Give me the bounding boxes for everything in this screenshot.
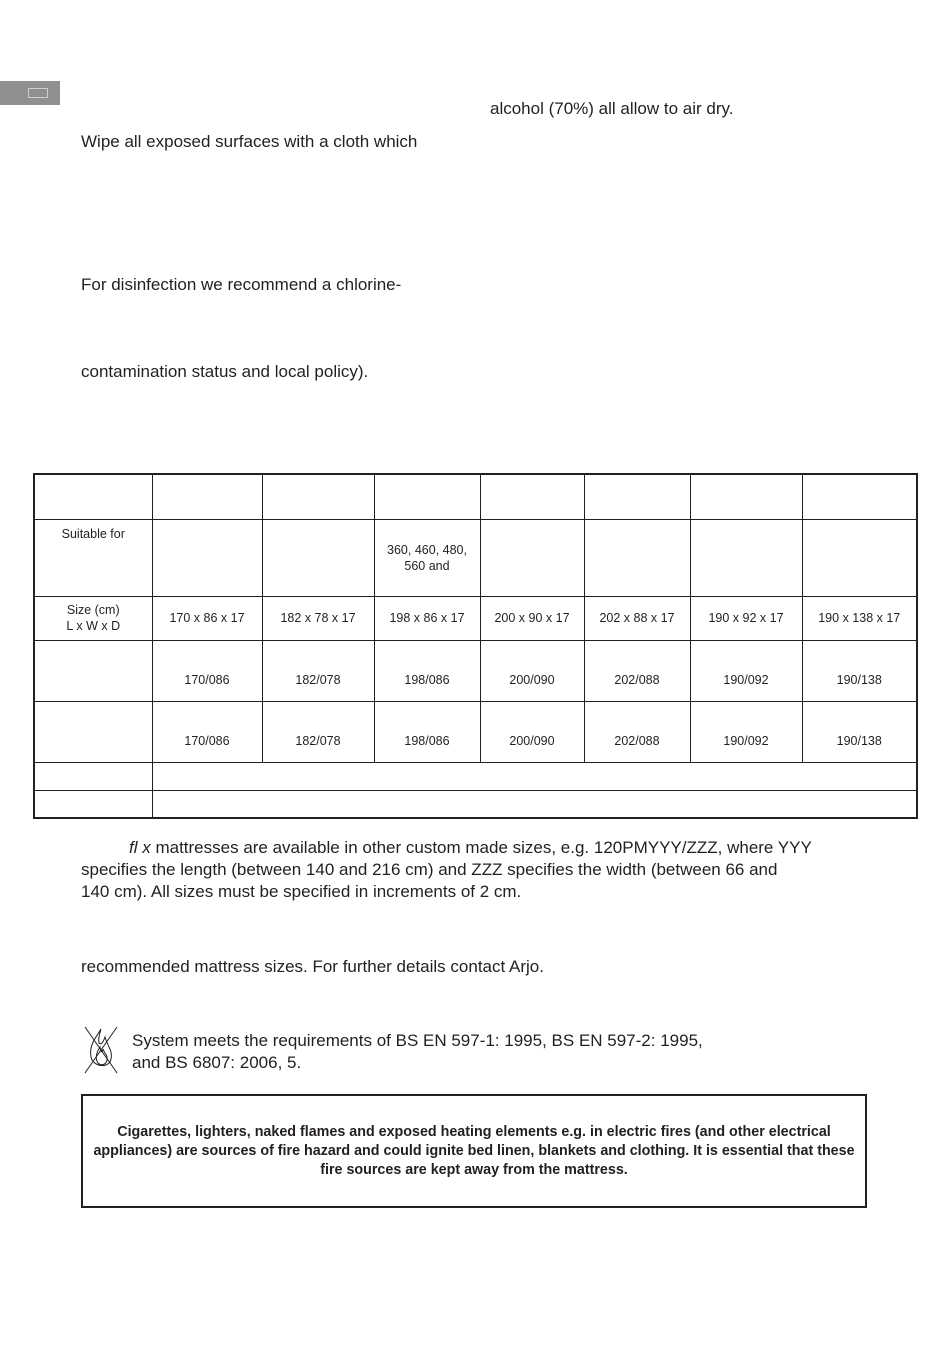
table-cell (480, 519, 584, 596)
table-row-suitable (34, 519, 917, 596)
suitable-label: Suitable for (34, 519, 152, 596)
code-cell: 198/086 (374, 640, 480, 701)
size-cell: 182 x 78 x 17 (262, 596, 374, 640)
table-cell-span (152, 762, 917, 790)
table-cell (690, 474, 802, 519)
size-cell: 190 x 92 x 17 (690, 596, 802, 640)
table-cell (262, 519, 374, 596)
custom-sizes-line1: mattresses are available in other custom made sizes, e.g. 120PMYYY/ZZZ, where YYY (150, 838, 812, 857)
table-row-blank-1 (34, 762, 917, 790)
table-header-row (34, 474, 917, 519)
code-cell: 190/138 (802, 701, 917, 762)
table-row-blank-2 (34, 790, 917, 818)
table-cell (34, 790, 152, 818)
page-tab (0, 81, 60, 105)
no-fire-icon (83, 1025, 119, 1075)
size-cell: 202 x 88 x 17 (584, 596, 690, 640)
code-cell: 190/092 (690, 640, 802, 701)
code-cell: 182/078 (262, 701, 374, 762)
mattress-size-table (33, 473, 918, 819)
table-cell (34, 762, 152, 790)
size-label (34, 596, 152, 640)
recommended-sizes-text: recommended mattress sizes. For further details contact Arjo. (81, 957, 544, 976)
right-column-text: alcohol (70%) all allow to air dry. (490, 99, 734, 118)
custom-sizes-paragraph (81, 837, 881, 903)
size-cell: 198 x 86 x 17 (374, 596, 480, 640)
size-cell: 190 x 138 x 17 (802, 596, 917, 640)
table-cell (34, 640, 152, 701)
size-cell: 200 x 90 x 17 (480, 596, 584, 640)
table-cell (802, 519, 917, 596)
fire-standards-line2: and BS 6807: 2006, 5. (132, 1053, 302, 1072)
code-cell: 190/138 (802, 640, 917, 701)
fire-standards-text (132, 1030, 703, 1074)
code-cell: 200/090 (480, 640, 584, 701)
code-cell: 198/086 (374, 701, 480, 762)
fire-warning-text: Cigarettes, lighters, naked flames and exposed heating elements e.g. in electric fires (and other electrical appliances) are sources of fire hazard and could ignite bed linen, blankets and clothing. It is essential that these fire sources are kept away from the mattress. (93, 1124, 855, 1178)
code-cell: 202/088 (584, 640, 690, 701)
table-row-code-a (34, 640, 917, 701)
custom-sizes-line (81, 837, 881, 859)
code-cell: 170/086 (152, 640, 262, 701)
table-cell (374, 474, 480, 519)
table-row-size (34, 596, 917, 640)
code-cell: 170/086 (152, 701, 262, 762)
page-tab-marker (28, 88, 48, 98)
fire-standards-line1: System meets the requirements of BS EN 597-1: 1995, BS EN 597-2: 1995, (132, 1031, 703, 1050)
code-cell: 190/092 (690, 701, 802, 762)
size-cell: 170 x 86 x 17 (152, 596, 262, 640)
table-cell (802, 474, 917, 519)
cleaning-text: Wipe all exposed surfaces with a cloth which (81, 132, 418, 151)
contamination-text: contamination status and local policy). (81, 362, 369, 381)
table-cell (152, 474, 262, 519)
table-cell (690, 519, 802, 596)
code-cell: 200/090 (480, 701, 584, 762)
size-label-line1: Size (cm) (66, 603, 120, 617)
table-cell (34, 701, 152, 762)
disinfection-text: For disinfection we recommend a chlorine- (81, 275, 402, 294)
fire-warning-box (81, 1094, 867, 1208)
table-cell (152, 519, 262, 596)
size-label-line2: L x W x D (66, 619, 121, 633)
code-cell: 202/088 (584, 701, 690, 762)
custom-sizes-line3: 140 cm). All sizes must be specified in increments of 2 cm. (81, 882, 522, 901)
table-cell (584, 519, 690, 596)
table-cell (34, 474, 152, 519)
table-cell-span (152, 790, 917, 818)
custom-sizes-line2: specifies the length (between 140 and 216 cm) and ZZZ specifies the width (between 66 and (81, 860, 778, 879)
table-row-code-b (34, 701, 917, 762)
table-cell (584, 474, 690, 519)
code-cell: 182/078 (262, 640, 374, 701)
table-cell (262, 474, 374, 519)
brand-fragment: fl x (129, 838, 151, 857)
suitable-value: 360, 460, 480, 560 and (374, 519, 480, 596)
table-cell (480, 474, 584, 519)
